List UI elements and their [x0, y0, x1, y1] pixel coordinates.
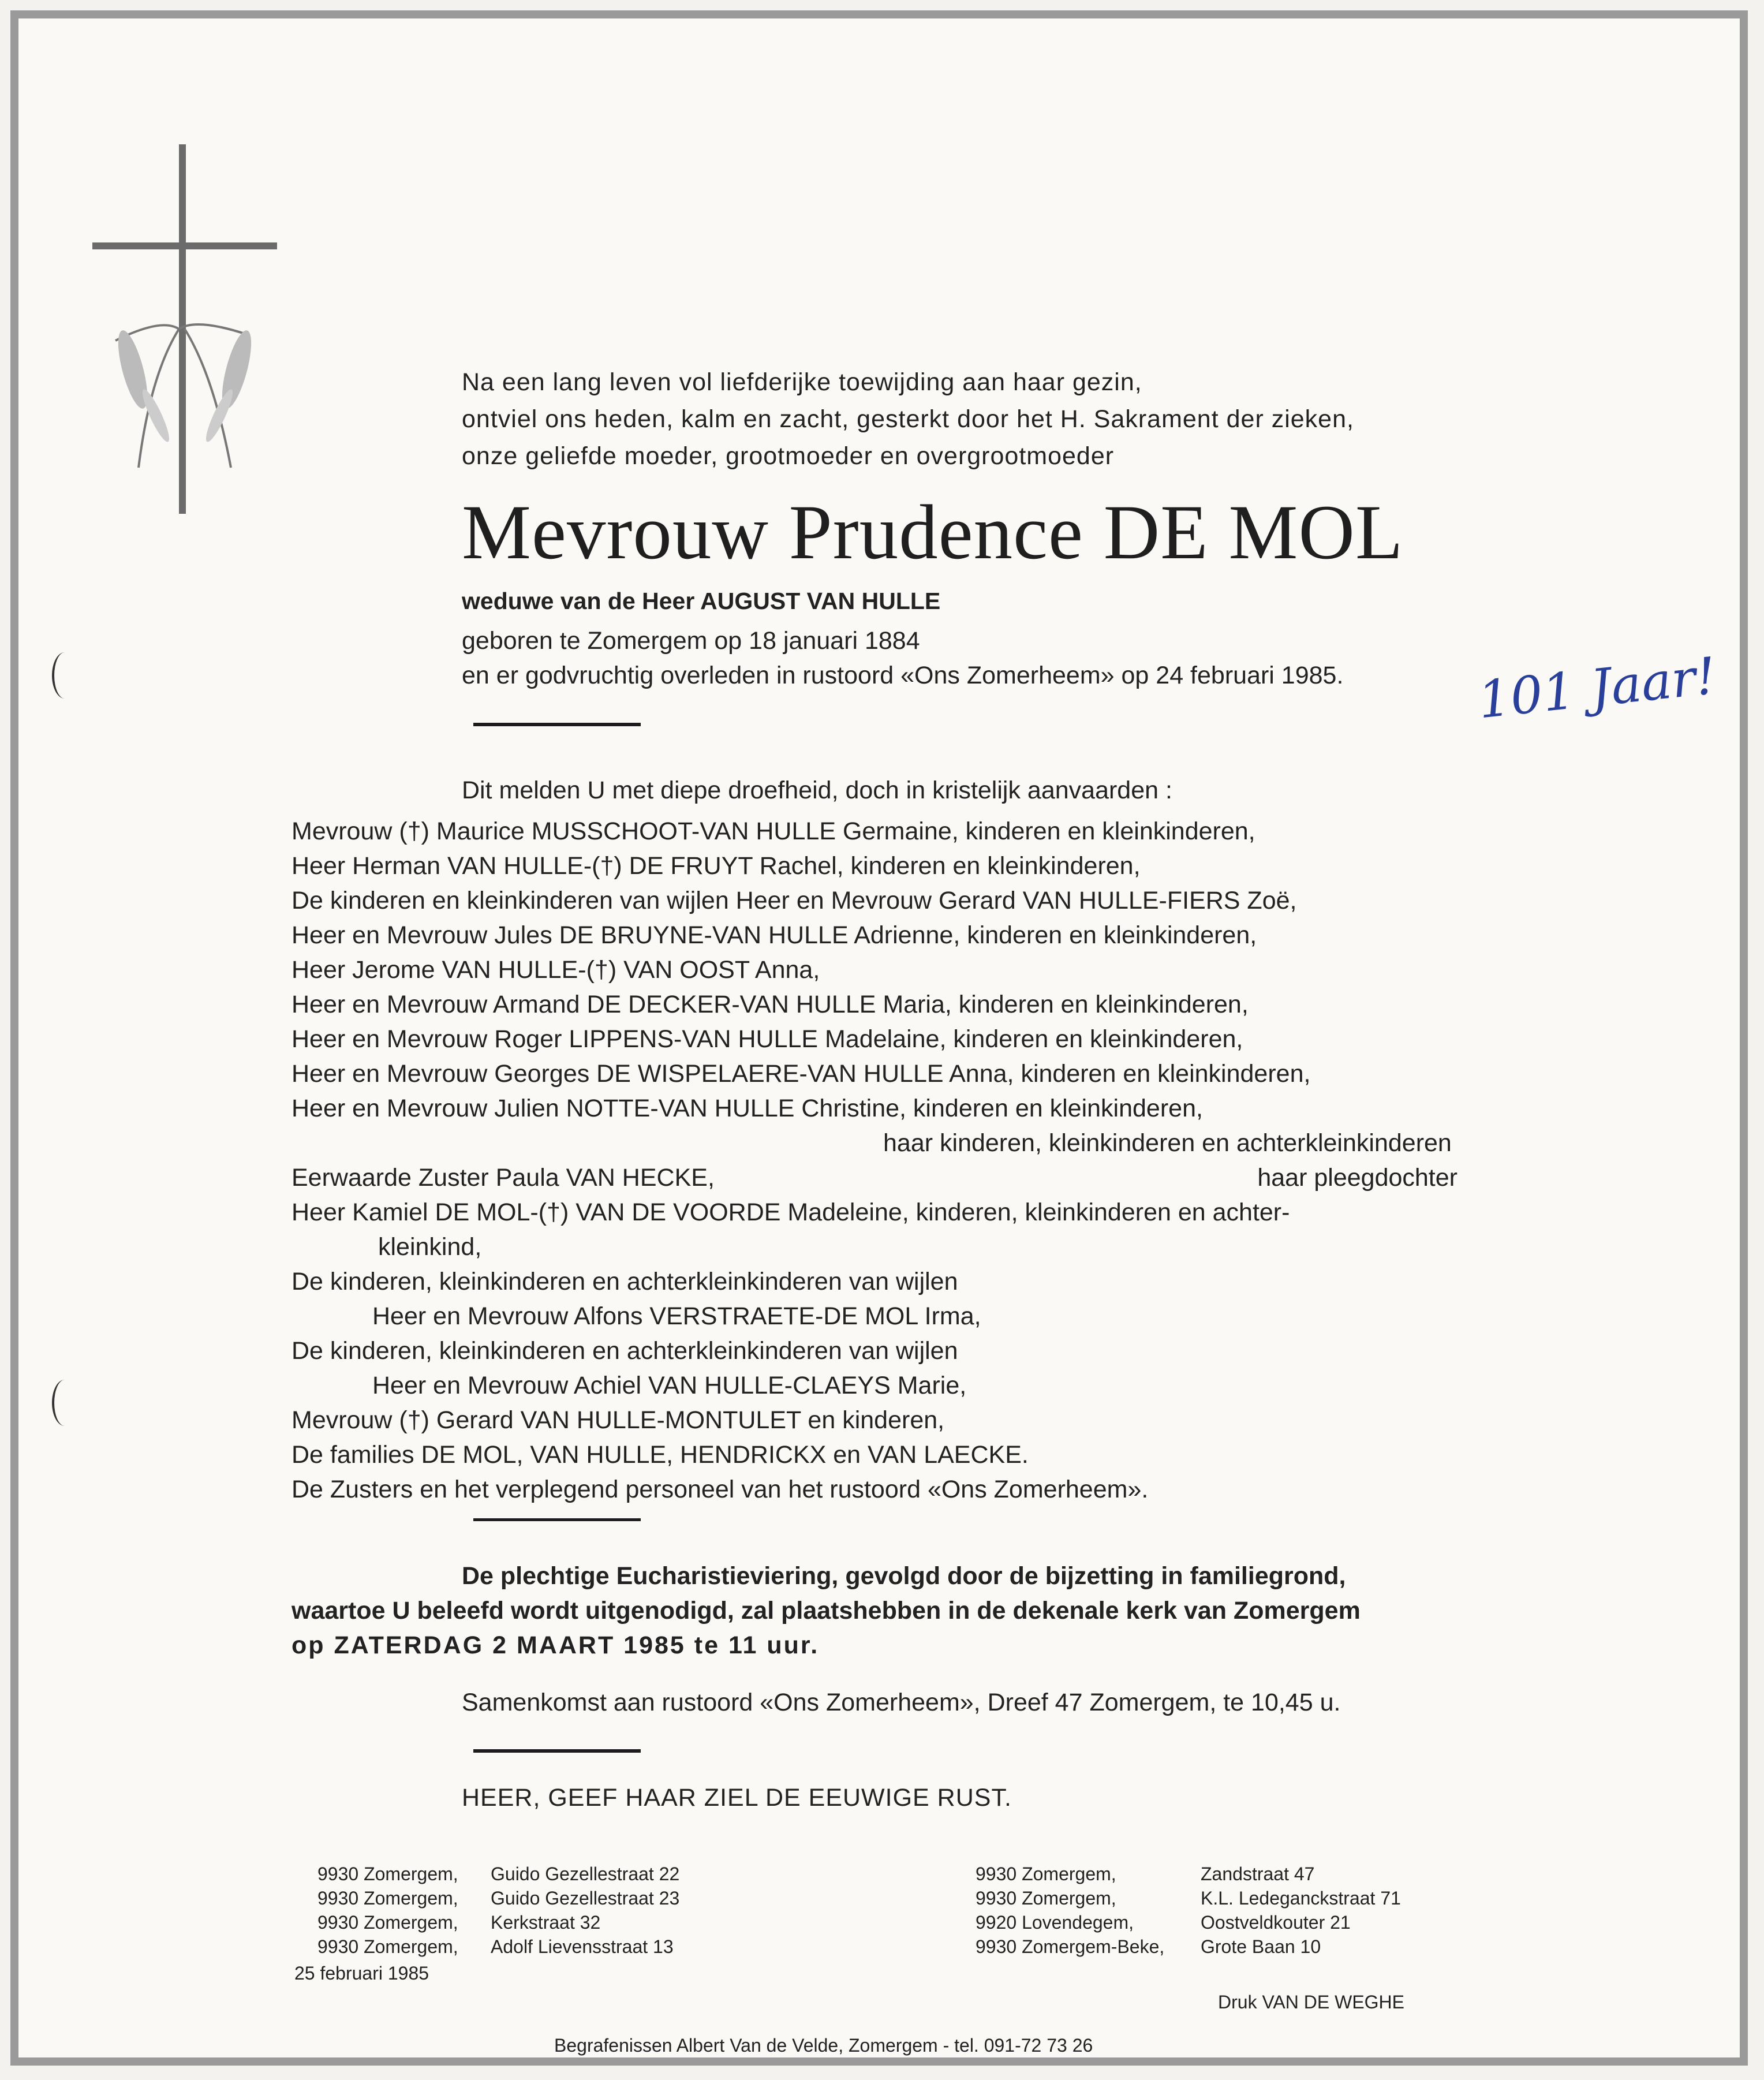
- address-row: [317, 1910, 679, 1935]
- sister-name: Eerwaarde Zuster Paula VAN HECKE,: [291, 1164, 715, 1192]
- intro-line: onze geliefde moeder, grootmoeder en overgrootmoeder: [462, 442, 1115, 470]
- address-row: [976, 1862, 1401, 1886]
- birth-death-info: [462, 623, 1343, 693]
- address-row: [976, 1935, 1401, 1959]
- relatives-list: [291, 814, 1457, 1507]
- address-row: [976, 1886, 1401, 1910]
- relative-line: Heer Herman VAN HULLE-(†) DE FRUYT Rachel, kinderen en kleinkinderen,: [291, 852, 1141, 880]
- relative-line: Heer en Mevrouw Alfons VERSTRAETE-DE MOL Irma,: [372, 1302, 981, 1330]
- sister-role: haar pleegdochter: [1257, 1164, 1457, 1192]
- ceremony-line: De plechtige Eucharistieviering, gevolgd door de bijzetting in familiegrond,: [462, 1562, 1346, 1590]
- intro-line: Na een lang leven vol liefderijke toewijding aan haar gezin,: [462, 368, 1142, 396]
- divider: [473, 1518, 641, 1521]
- relative-line-suffix: haar kinderen, kleinkinderen en achterkleinkinderen: [883, 1129, 1452, 1157]
- address-city: 9930 Zomergem,: [976, 1864, 1116, 1884]
- address-row: [976, 1910, 1401, 1935]
- address-street: Grote Baan 10: [1201, 1936, 1321, 1957]
- address-street: Zandstraat 47: [1201, 1864, 1315, 1884]
- printer-credit: Druk VAN DE WEGHE: [1218, 1992, 1404, 2012]
- address-street: Guido Gezellestraat 22: [491, 1864, 680, 1884]
- address-city: 9930 Zomergem-Beke,: [976, 1936, 1165, 1957]
- address-street: Guido Gezellestraat 23: [491, 1888, 680, 1909]
- intro-text: [462, 364, 1354, 475]
- relative-line: Heer en Mevrouw Roger LIPPENS-VAN HULLE Madelaine, kinderen en kleinkinderen,: [291, 1025, 1243, 1053]
- address-city: 9930 Zomergem,: [317, 1864, 458, 1884]
- address-street: Adolf Lievensstraat 13: [491, 1936, 674, 1957]
- address-street: Oostveldkouter 21: [1201, 1912, 1351, 1933]
- address-row: [317, 1886, 679, 1910]
- ceremony-line: waartoe U beleefd wordt uitgenodigd, zal plaatshebben in de dekenale kerk van Zomergem: [291, 1597, 1361, 1625]
- relative-line: De families DE MOL, VAN HULLE, HENDRICKX en VAN LAECKE.: [291, 1441, 1029, 1469]
- ceremony-info: [291, 1559, 1361, 1663]
- punch-hole-mark: [52, 652, 77, 699]
- relative-line: Mevrouw (†) Gerard VAN HULLE-MONTULET en kinderen,: [291, 1406, 945, 1434]
- deceased-name: Mevrouw Prudence DE MOL: [462, 490, 1404, 576]
- relative-line: Mevrouw (†) Maurice MUSSCHOOT-VAN HULLE Germaine, kinderen en kleinkinderen,: [291, 817, 1255, 845]
- meeting-info: Samenkomst aan rustoord «Ons Zomerheem», Dreef 47 Zomergem, te 10,45 u.: [462, 1689, 1341, 1716]
- address-city: 9930 Zomergem,: [317, 1888, 458, 1909]
- address-city: 9930 Zomergem,: [317, 1936, 458, 1957]
- intro-line: ontviel ons heden, kalm en zacht, gesterkt door het H. Sakrament der zieken,: [462, 405, 1354, 433]
- addresses-right: [976, 1862, 1401, 1959]
- punch-hole-mark: [52, 1380, 77, 1426]
- sister-line: [291, 1160, 1457, 1195]
- announcement: Dit melden U met diepe droefheid, doch in kristelijk aanvaarden :: [462, 776, 1172, 804]
- born-line: geboren te Zomergem op 18 januari 1884: [462, 627, 920, 655]
- relative-line: Heer en Mevrouw Julien NOTTE-VAN HULLE Christine, kinderen en kleinkinderen,: [291, 1095, 1203, 1122]
- print-date: 25 februari 1985: [294, 1963, 429, 1984]
- cross-with-wheat-icon: [92, 144, 283, 514]
- address-street: K.L. Ledeganckstraat 71: [1201, 1888, 1401, 1909]
- relative-line: Heer en Mevrouw Jules DE BRUYNE-VAN HULLE Adrienne, kinderen en kleinkinderen,: [291, 921, 1257, 949]
- relative-line: De kinderen, kleinkinderen en achterkleinkinderen van wijlen: [291, 1268, 958, 1295]
- relative-line: kleinkind,: [378, 1233, 482, 1261]
- relative-line: Heer Kamiel DE MOL-(†) VAN DE VOORDE Madeleine, kinderen, kleinkinderen en achter-: [291, 1198, 1290, 1226]
- widow-line: weduwe van de Heer AUGUST VAN HULLE: [462, 588, 941, 614]
- relative-line: De kinderen, kleinkinderen en achterkleinkinderen van wijlen: [291, 1337, 958, 1365]
- address-city: 9930 Zomergem,: [317, 1912, 458, 1933]
- relative-line: De Zusters en het verplegend personeel van het rustoord «Ons Zomerheem».: [291, 1476, 1149, 1503]
- address-city: 9920 Lovendegem,: [976, 1912, 1134, 1933]
- relative-line: Heer en Mevrouw Achiel VAN HULLE-CLAEYS Marie,: [372, 1372, 967, 1399]
- addresses-left: [317, 1862, 679, 1959]
- died-line: en er godvruchtig overleden in rustoord «Ons Zomerheem» op 24 februari 1985.: [462, 662, 1344, 689]
- ceremony-line: op ZATERDAG 2 MAART 1985 te 11 uur.: [291, 1631, 820, 1659]
- address-row: [317, 1935, 679, 1959]
- prayer: HEER, GEEF HAAR ZIEL DE EEUWIGE RUST.: [462, 1784, 1012, 1812]
- address-city: 9930 Zomergem,: [976, 1888, 1116, 1909]
- handwritten-note: 101 Jaar!: [1475, 645, 1719, 730]
- relative-line: Heer en Mevrouw Georges DE WISPELAERE-VAN HULLE Anna, kinderen en kleinkinderen,: [291, 1060, 1311, 1088]
- relative-line: De kinderen en kleinkinderen van wijlen Heer en Mevrouw Gerard VAN HULLE-FIERS Zoë,: [291, 887, 1297, 914]
- relative-line: Heer en Mevrouw Armand DE DECKER-VAN HULLE Maria, kinderen en kleinkinderen,: [291, 991, 1249, 1018]
- relative-line: Heer Jerome VAN HULLE-(†) VAN OOST Anna,: [291, 956, 820, 984]
- divider: [473, 1749, 641, 1753]
- funeral-home-footer: Begrafenissen Albert Van de Velde, Zomergem - tel. 091-72 73 26: [554, 2035, 1093, 2056]
- address-street: Kerkstraat 32: [491, 1912, 601, 1933]
- divider: [473, 723, 641, 726]
- address-row: [317, 1862, 679, 1886]
